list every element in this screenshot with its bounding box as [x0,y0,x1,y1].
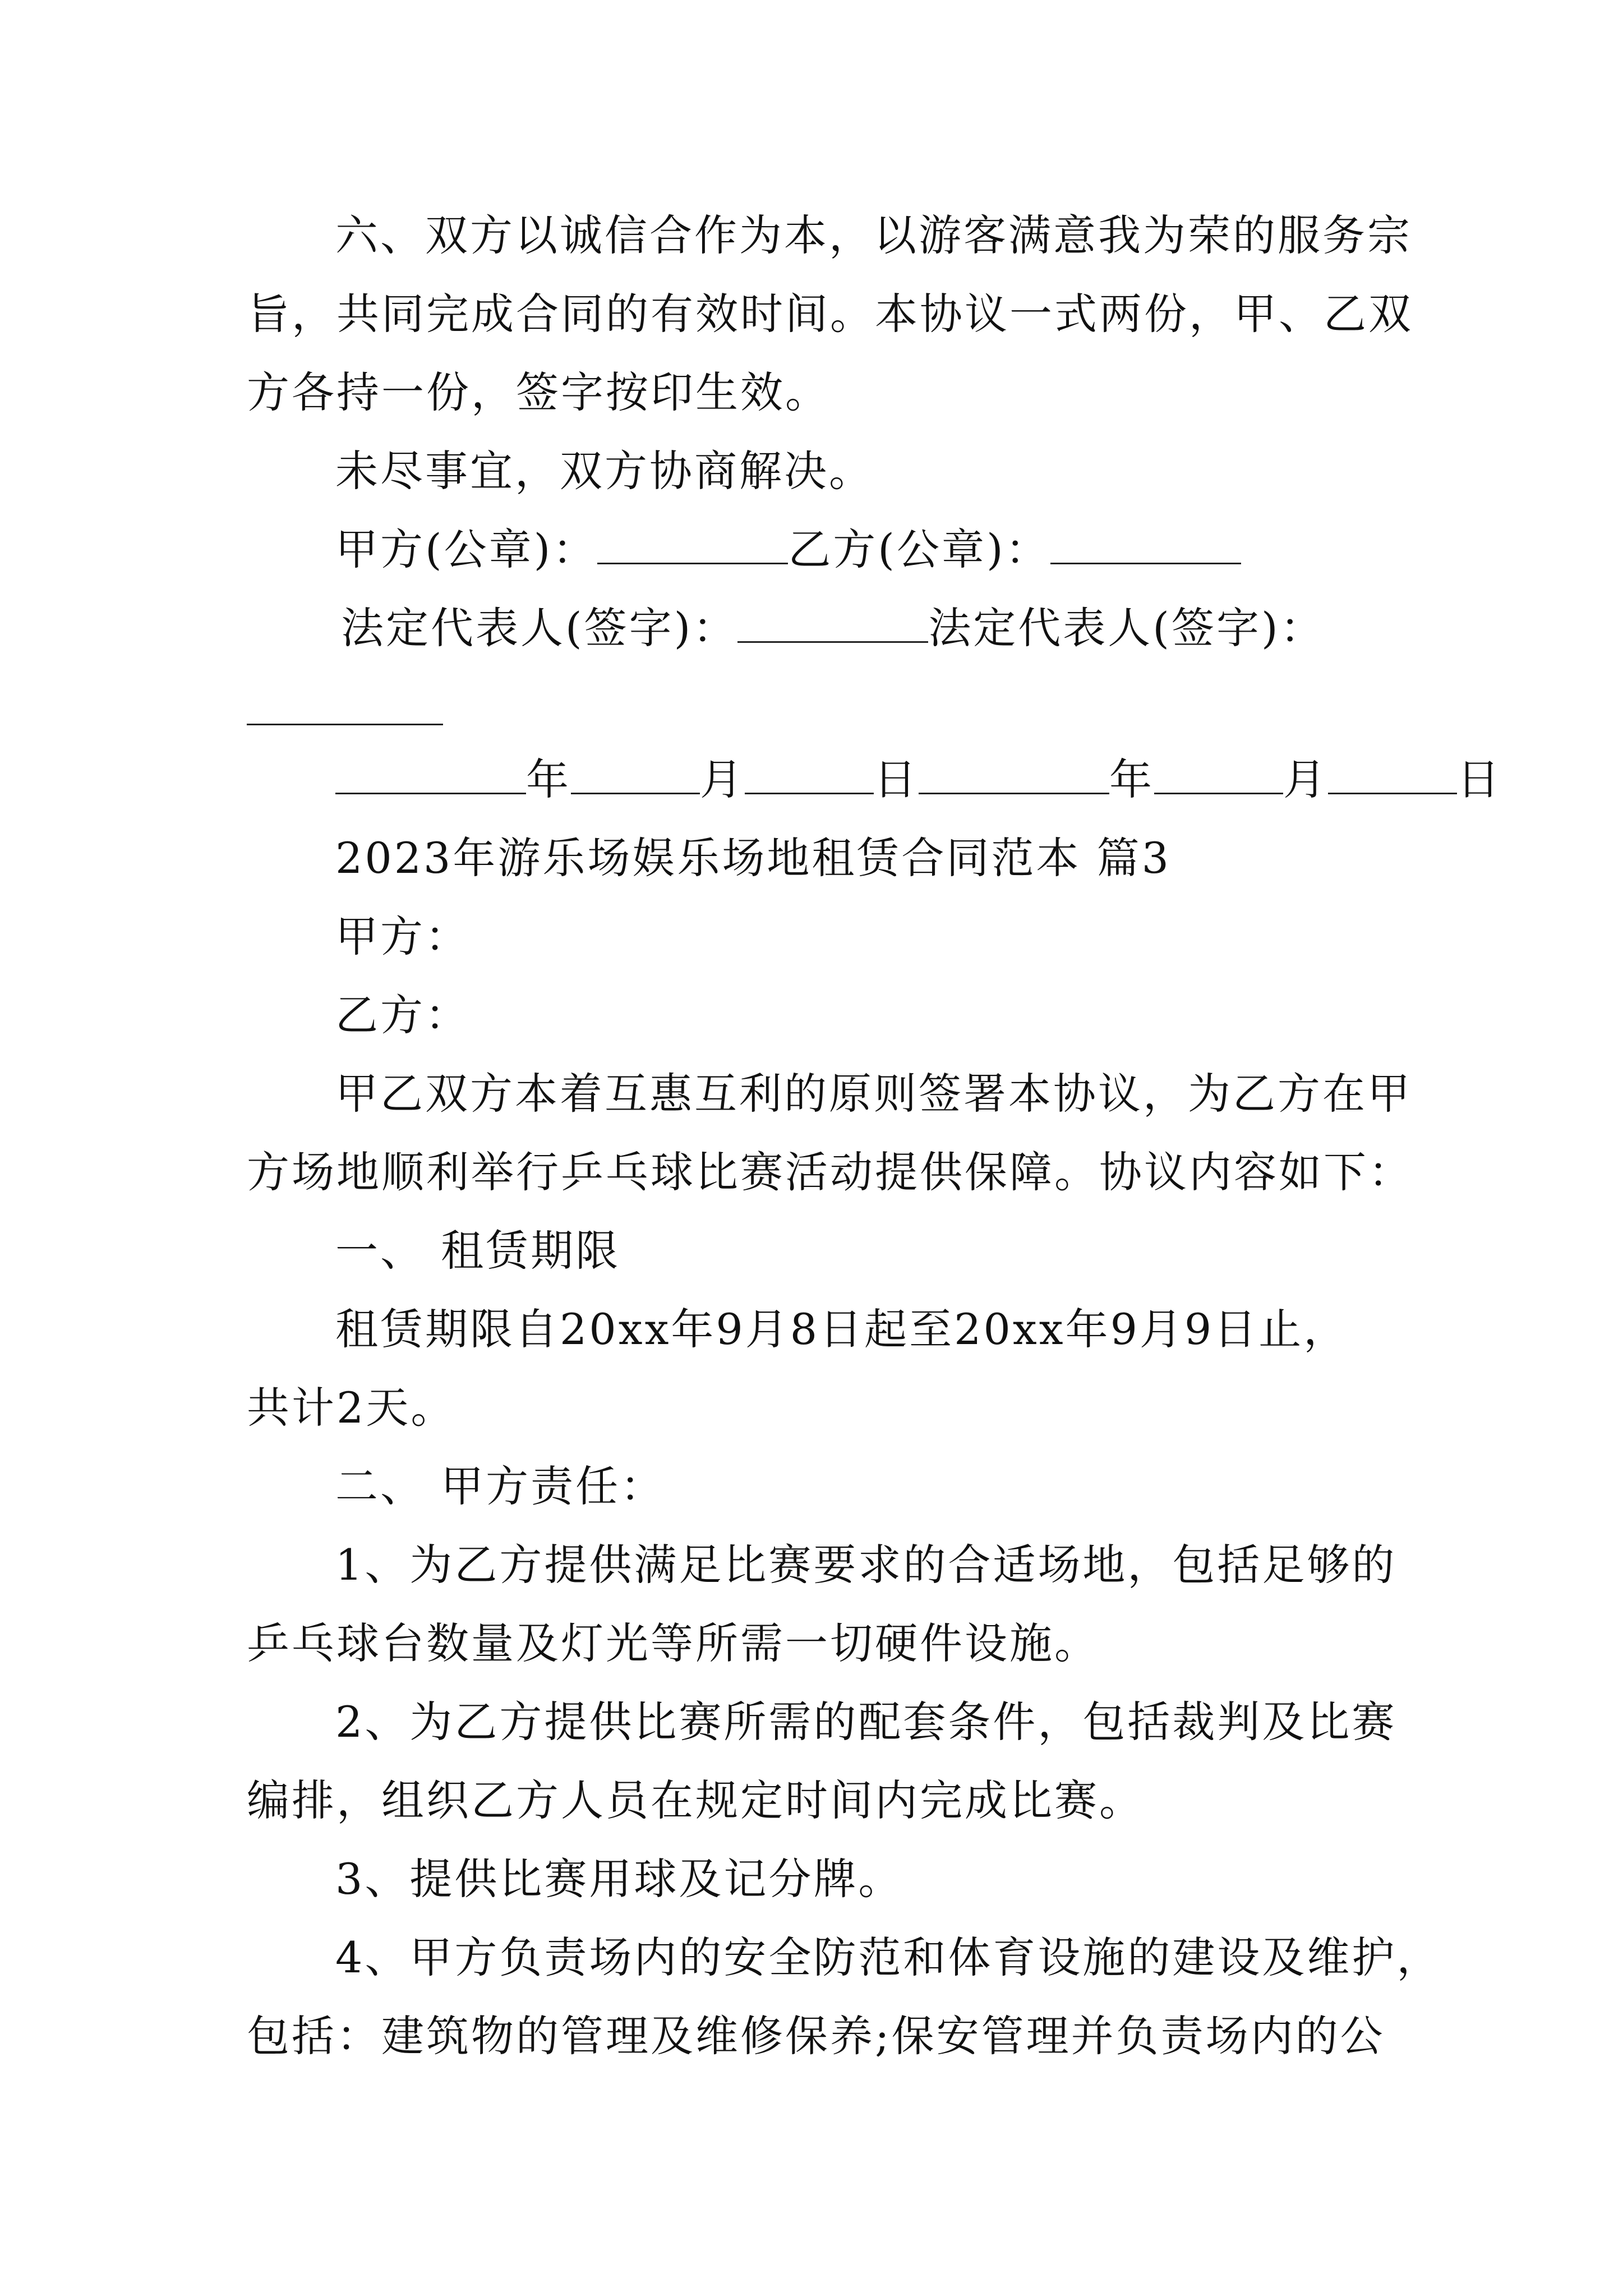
party-a-seal-blank [597,523,788,564]
clause-six-line-1: 六、双方以诚信合作为本，以游客满意我为荣的服务宗 [335,210,1412,260]
date-b-month-blank [1154,753,1283,794]
date-b-day: 日 [1457,754,1502,804]
duty-2-line-1: 2、为乙方提供比赛所需的配套条件，包括裁判及比赛 [335,1697,1397,1747]
party-b-rep-blank [247,724,443,725]
representative-line [341,600,1325,656]
date-b-year-blank [919,753,1109,794]
date-a-day: 日 [874,754,919,804]
contract-heading: 2023年游乐场娱乐场地租赁合同范本 篇3 [335,833,1171,883]
date-line [335,752,1502,808]
date-b-month: 月 [1283,754,1328,804]
lease-term-line-2: 共计2天。 [247,1383,456,1433]
date-a-day-blank [745,753,874,794]
party-a-label: 甲方： [335,912,470,961]
party-b-rep-label: 法定代表人(签字)： [928,603,1325,653]
duty-1-line-2: 乒乓球台数量及灯光等所需一切硬件设施。 [247,1618,1099,1668]
party-a-rep-blank [737,602,928,643]
duty-4-line-1: 4、甲方负责场内的安全防范和体育设施的建设及维护， [335,1932,1442,1982]
date-a-month: 月 [700,754,745,804]
duty-3: 3、提供比赛用球及记分牌。 [335,1854,903,1904]
intro-line-2: 方场地顺利举行乒乓球比赛活动提供保障。协议内容如下： [247,1147,1413,1197]
duty-2-line-2: 编排，组织乙方人员在规定时间内完成比赛。 [247,1775,1144,1825]
clause-six-line-3: 方各持一份，签字按印生效。 [247,367,830,417]
party-a-rep-label: 法定代表人(签字)： [341,603,738,653]
pending-matters-text: 未尽事宜，双方协商解决。 [335,446,874,496]
date-a-year-blank [335,753,526,794]
date-b-year: 年 [1109,754,1154,804]
party-a-seal-label: 甲方(公章)： [335,524,598,574]
party-b-seal-label: 乙方(公章)： [788,524,1050,574]
date-b-day-blank [1328,753,1457,794]
intro-line-1: 甲乙双方本着互惠互利的原则签署本协议，为乙方在甲 [335,1069,1412,1119]
party-b-label: 乙方： [335,990,470,1040]
section-party-a-duties: 二、 甲方责任： [335,1461,666,1511]
duty-4-line-2: 包括：建筑物的管理及维修保养;保安管理并负责场内的公 [247,2011,1385,2061]
lease-term-line-1: 租赁期限自20xx年9月8日起至20xx年9月9日止， [335,1304,1349,1354]
clause-six-line-2: 旨，共同完成合同的有效时间。本协议一式两份，甲、乙双 [247,289,1413,339]
party-b-seal-blank [1050,523,1241,564]
duty-1-line-1: 1、为乙方提供满足比赛要求的合适场地，包括足够的 [335,1540,1397,1590]
seal-line [335,522,1241,578]
section-lease-term: 一、 租赁期限 [335,1226,621,1276]
date-a-year: 年 [526,754,571,804]
date-a-month-blank [571,753,700,794]
